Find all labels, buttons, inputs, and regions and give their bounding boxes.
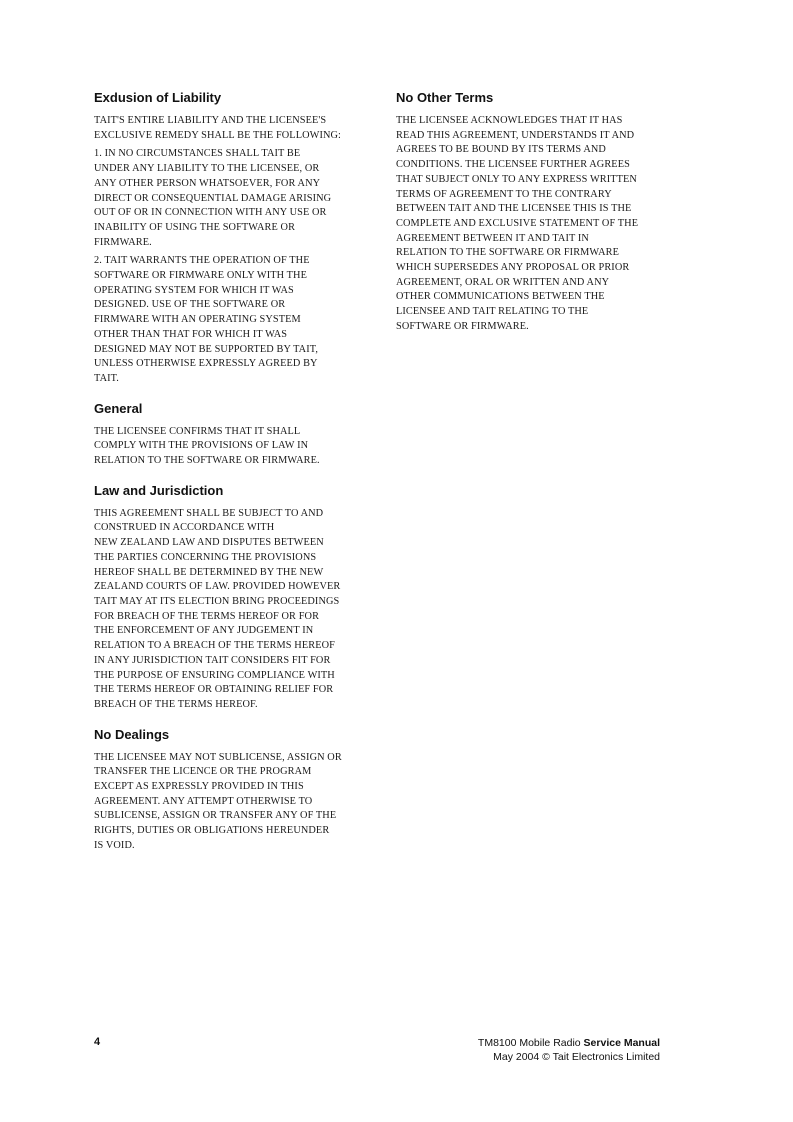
- paragraph: THE LICENSEE CONFIRMS THAT IT SHALL COMPLY WITH THE PROVISIONS OF LAW IN RELATION TO THE SOFTWARE OR FIRMWARE.: [94, 425, 320, 467]
- paragraph: THIS AGREEMENT SHALL BE SUBJECT TO AND CONSTRUED IN ACCORDANCE WITH NEW ZEALAND LAW AND DISPUTES BETWEEN THE PARTIES CONCERNING THE PROVISIONS HEREOF SHALL BE DETERMINED BY THE NEW ZEALAND COURTS OF LAW. PROVIDED HOWEVER TAIT MAY AT ITS ELECTION BRING PROCEEDINGS FOR BREACH OF THE TERMS HEREOF OR FOR THE ENFORCEMENT OF ANY JUDGEMENT IN RELATION TO A BREACH OF THE TERMS HEREOF IN ANY JURISDICTION TAIT CONSIDERS FIT FOR THE PURPOSE OF ENSURING COMPLIANCE WITH THE TERMS HEREOF OR OBTAINING RELIEF FOR BREACH OF THE TERMS HEREOF.: [94, 507, 341, 710]
- section-no-dealings: [94, 727, 359, 854]
- footer-title-plain: TM8100 Mobile Radio: [477, 1037, 584, 1049]
- section-law-and-jurisdiction: [94, 483, 359, 713]
- section-heading: Exdusion of Liability: [94, 90, 222, 105]
- footer-title-line: [478, 1036, 660, 1050]
- section-no-other-terms: [396, 90, 661, 335]
- paragraph: THE LICENSEE MAY NOT SUBLICENSE, ASSIGN OR TRANSFER THE LICENCE OR THE PROGRAM EXCEPT AS EXPRESSLY PROVIDED IN THIS AGREEMENT. ANY ATTEMPT OTHERWISE TO SUBLICENSE, ASSIGN OR TRANSFER ANY OF THE RIGHTS, DUTIES OR OBLIGATIONS HEREUNDER IS VOID.: [94, 751, 342, 851]
- paragraph: 1. IN NO CIRCUMSTANCES SHALL TAIT BE UNDER ANY LIABILITY TO THE LICENSEE, OR ANY OTHER PERSON WHATSOEVER, FOR ANY DIRECT OR CONSEQUENTIAL DAMAGE ARISING OUT OF OR IN CONNECTION WITH ANY USE OR INABILITY OF USING THE SOFTWARE OR FIRMWARE.: [94, 148, 332, 248]
- footer-title-bold: Service Manual: [583, 1037, 660, 1049]
- paragraph: TAIT'S ENTIRE LIABILITY AND THE LICENSEE'S EXCLUSIVE REMEDY SHALL BE THE FOLLOWING:: [94, 115, 342, 141]
- section-heading: No Other Terms: [396, 90, 494, 105]
- section-heading: Law and Jurisdiction: [94, 482, 224, 498]
- left-column: [94, 90, 359, 868]
- section-exclusion-of-liability: [94, 90, 359, 387]
- page-number: 4: [94, 1036, 101, 1048]
- paragraph: 2. TAIT WARRANTS THE OPERATION OF THE SOFTWARE OR FIRMWARE ONLY WITH THE OPERATING SYSTEM FOR WHICH IT WAS DESIGNED. USE OF THE SOFTWARE OR FIRMWARE WITH AN OPERATING SYSTEM OTHER THAN THAT FOR WHICH IT WAS DESIGNED MAY NOT BE SUPPORTED BY TAIT, UNLESS OTHERWISE EXPRESSLY AGREED BY TAIT.: [94, 255, 319, 384]
- paragraph: THE LICENSEE ACKNOWLEDGES THAT IT HAS READ THIS AGREEMENT, UNDERSTANDS IT AND AGREES TO BE BOUND BY ITS TERMS AND CONDITIONS. THE LICENSEE FURTHER AGREES THAT SUBJECT ONLY TO ANY EXPRESS WRITTEN TERMS OF AGREEMENT TO THE CONTRARY BETWEEN TAIT AND THE LICENSEE THIS IS THE COMPLETE AND EXCLUSIVE STATEMENT OF THE AGREEMENT BETWEEN IT AND TAIT IN RELATION TO THE SOFTWARE OR FIRMWARE WHICH SUPERSEDES ANY PROPOSAL OR PRIOR AGREEMENT, ORAL OR WRITTEN AND ANY OTHER COMMUNICATIONS BETWEEN THE LICENSEE AND TAIT RELATING TO THE SOFTWARE OR FIRMWARE.: [396, 115, 639, 332]
- right-column: [396, 90, 661, 349]
- footer-publication-info: [478, 1036, 660, 1064]
- section-general: [94, 401, 359, 469]
- footer-date-line: May 2004 © Tait Electronics Limited: [493, 1051, 660, 1063]
- section-heading: General: [94, 400, 143, 416]
- section-heading: No Dealings: [94, 726, 170, 742]
